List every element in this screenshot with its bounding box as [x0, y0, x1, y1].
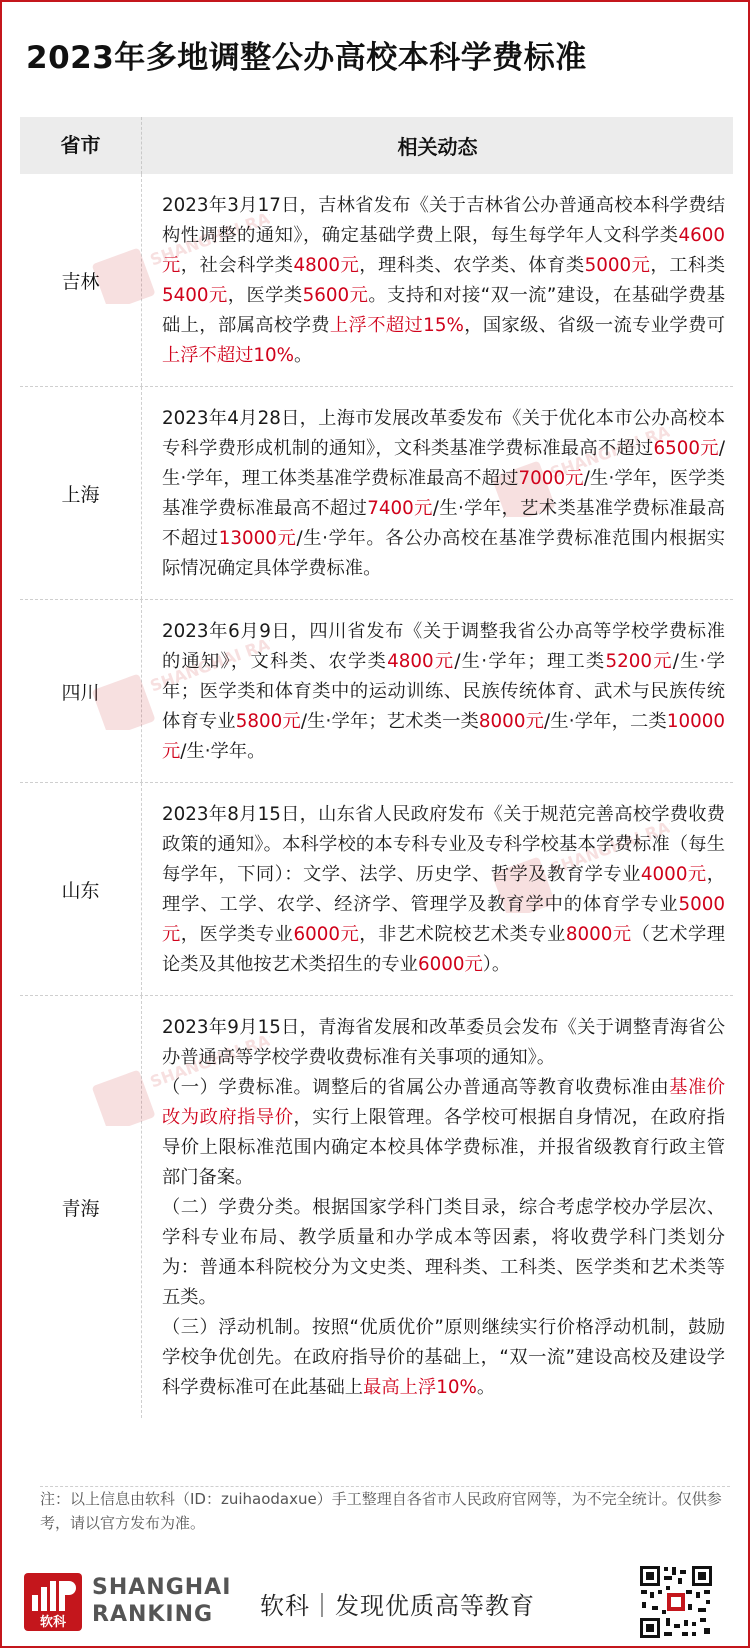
logo-wordmark: [92, 1574, 231, 1628]
text-segment: 2023年8月15日，山东省人民政府发布《关于规范完善高校学费收费政策的通知》。本科学校的本专科专业及专科学校基本学费标准（每生每学年，下同）：文学、法学、历史学、哲学及教育学专业: [162, 804, 725, 885]
highlighted-value: 8000元: [478, 711, 545, 732]
text-segment: 2023年9月15日，青海省发展和改革委员会发布《关于调整青海省公办普通高等学校学费收费标准有关事项的通知》。: [162, 1017, 725, 1068]
text-segment: /生·学年，艺术类基准学费标准最高不超过: [162, 498, 725, 549]
news-paragraph: [162, 1313, 725, 1403]
page-title: 2023年多地调整公办高校本科学费标准: [26, 40, 587, 76]
news-cell: [142, 783, 733, 995]
slogan: 软科｜发现优质高等教育: [260, 1592, 535, 1620]
header-news: 相关动态: [397, 135, 478, 159]
table-row: [20, 386, 733, 599]
text-segment: ，国家级、省级一流专业学费可: [463, 315, 726, 336]
news-paragraph: [162, 617, 725, 767]
text-segment: ，理学、工学、农学、经济学、管理学及教育学中的体育学专业: [162, 864, 725, 915]
text-segment: 。: [294, 345, 313, 366]
news-paragraph: [162, 1073, 725, 1193]
text-segment: 。支持和对接“双一流”建设，在基础学费基础上，部属高校学费: [162, 285, 725, 336]
watermark-text: SHANGHAI: [147, 1040, 244, 1092]
highlighted-value: 最高上浮10%: [363, 1377, 477, 1398]
highlighted-value: 5600元: [302, 285, 369, 306]
province-cell: 四川: [20, 600, 142, 782]
text-segment: ，工科类: [650, 255, 726, 276]
highlighted-value: 4000元: [640, 864, 707, 885]
highlighted-value: 5400元: [162, 285, 228, 306]
qr-code-icon: [638, 1564, 714, 1640]
text-segment: /生·学年。各公办高校在基准学费标准范围内根据实际情况确定具体学费标准。: [162, 528, 726, 579]
news-cell: [142, 600, 733, 782]
province-cell: 吉林: [20, 174, 142, 386]
highlighted-value: 5000元: [162, 894, 725, 945]
news-cell: [142, 387, 733, 599]
highlighted-value: 4800元: [293, 255, 360, 276]
highlighted-value: 6000元: [293, 924, 360, 945]
watermark-text: SHANGHAI: [147, 644, 244, 696]
news-cell: [142, 174, 733, 386]
news-paragraph: [162, 800, 725, 980]
text-segment: （三）浮动机制。按照“优质优价”原则继续实行价格浮动机制，鼓励学校争优创先。在政府指导价的基础上，“双一流”建设高校及建设学科学费标准可在此基础上: [162, 1317, 725, 1398]
highlighted-value: 7400元: [367, 498, 433, 519]
fee-table: [20, 117, 733, 1418]
text-segment: /生·学年；艺术类一类: [300, 711, 479, 732]
table-row: [20, 995, 733, 1418]
news-paragraph: [162, 191, 725, 371]
province-cell: 青海: [20, 996, 142, 1418]
highlighted-value: 6500元: [653, 438, 719, 459]
text-segment: ）。: [482, 954, 511, 975]
highlighted-value: 13000元: [218, 528, 297, 549]
text-segment: 2023年4月28日，上海市发展改革委发布《关于优化本市公办高校本专科学费形成机制的通知》，文科类基准学费标准最高不超过: [162, 408, 725, 459]
news-paragraph: [162, 404, 725, 584]
text-segment: （二）学费分类。根据国家学科门类目录，综合考虑学校办学层次、学科专业布局、教学质量和办学成本等因素，将收费学科门类划分为：普通本科院校分为文史类、理科类、工科类、医学类和艺术类等五类。: [162, 1197, 725, 1308]
highlighted-value: 5800元: [235, 711, 301, 732]
footnote: 注：以上信息由软科（ID：zuihaodaxue）手工整理自各省市人民政府官网等，为不完全统计。仅供参考，请以官方发布为准。: [40, 1486, 730, 1535]
text-segment: 2023年6月9日，四川省发布《关于调整我省公办高等学校学费标准的通知》，文科类、农学类: [162, 621, 725, 672]
text-segment: /生·学年，医学类基准学费标准最高不超过: [162, 468, 725, 519]
text-segment: ，理科类、农学类、体育类: [359, 255, 585, 276]
news-paragraph: [162, 1193, 725, 1313]
text-segment: ，医学类专业: [180, 924, 294, 945]
highlighted-value: 基准价改为政府指导价: [162, 1077, 726, 1128]
news-cell: [142, 996, 733, 1418]
watermark-text: SHANGHAI: [547, 827, 644, 879]
footer: [2, 1558, 748, 1646]
text-segment: （一）学费标准。调整后的省属公办普通高等教育收费标准由: [162, 1077, 670, 1098]
highlighted-value: 上浮不超过15%: [329, 315, 464, 336]
highlighted-value: 4600元: [162, 225, 725, 276]
text-segment: ，非艺术院校艺术类专业: [359, 924, 566, 945]
highlighted-value: 8000元: [565, 924, 632, 945]
highlighted-value: 5200元: [605, 651, 673, 672]
text-segment: ，实行上限管理。各学校可根据自身情况，在政府指导价上限标准范围内确定本校具体学费标准，并报省级教育行政主管部门备案。: [162, 1107, 725, 1188]
highlighted-value: 7000元: [518, 468, 584, 489]
text-segment: /生·学年；医学类和体育类中的运动训练、民族传统体育、武术与民族传统体育专业: [162, 651, 725, 732]
text-segment: /生·学年，二类: [544, 711, 667, 732]
highlighted-value: 10000元: [162, 711, 726, 762]
text-segment: /生·学年。: [180, 741, 266, 762]
shanghai-ranking-logo-icon: [24, 1573, 82, 1631]
province-cell: 山东: [20, 783, 142, 995]
table-header: [20, 117, 733, 174]
text-segment: ，社会科学类: [180, 255, 294, 276]
highlighted-value: 6000元: [417, 954, 483, 975]
table-body: [20, 174, 733, 1418]
text-segment: /生·学年，理工体类基准学费标准最高不超过: [162, 438, 725, 489]
logo-cn-text: 软科: [39, 1615, 67, 1630]
text-segment: 2023年3月17日，吉林省发布《关于吉林省公办普通高校本科学费结构性调整的通知》，确定基础学费上限，每生每学年人文科学类: [162, 195, 725, 246]
logo-line1: SHANGHAI: [92, 1575, 232, 1600]
table-row: [20, 174, 733, 386]
highlighted-value: 4800元: [387, 651, 455, 672]
header-province: 省市: [20, 117, 142, 174]
highlighted-value: 上浮不超过10%: [162, 345, 295, 366]
text-segment: 。: [476, 1377, 496, 1398]
text-segment: （艺术学理论类及其他按艺术类招生的专业: [162, 924, 726, 975]
text-segment: ，医学类: [227, 285, 303, 306]
table-row: [20, 782, 733, 995]
news-paragraph: [162, 1013, 725, 1073]
highlighted-value: 5000元: [584, 255, 651, 276]
watermark-text: SHANGHAI: [147, 218, 244, 270]
table-row: [20, 599, 733, 782]
province-cell: 上海: [20, 387, 142, 599]
text-segment: /生·学年；理工类: [454, 651, 606, 672]
logo-line2: RANKING: [92, 1602, 214, 1627]
watermark-text: SHANGHAI: [547, 431, 644, 483]
